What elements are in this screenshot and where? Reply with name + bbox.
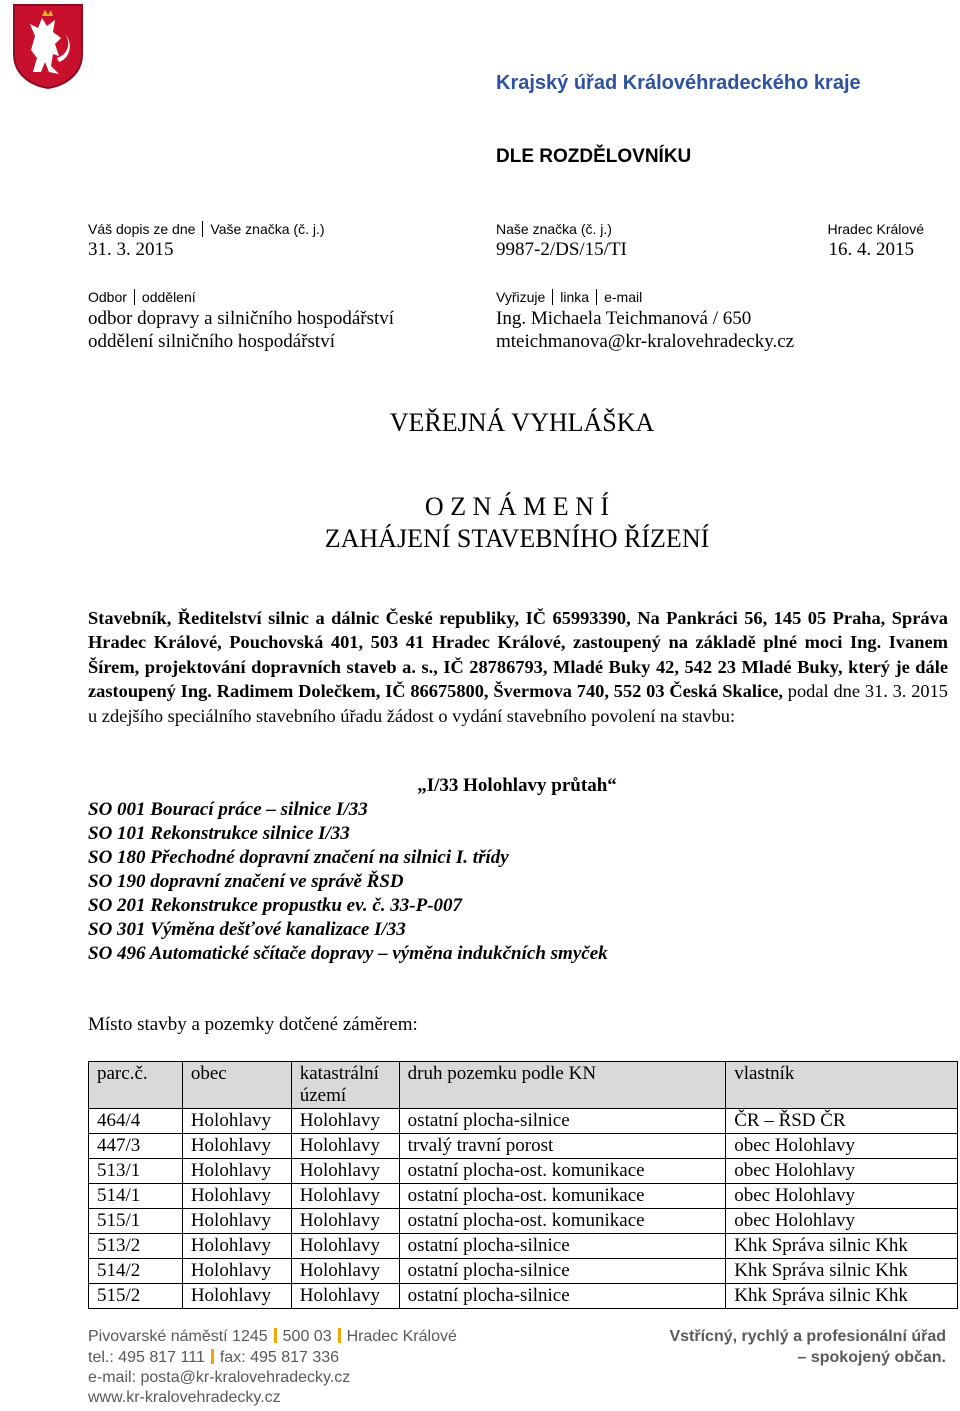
table-row [89,1159,958,1184]
applicant-paragraph [88,606,948,728]
public-notice-title: VEŘEJNÁ VYHLÁŠKA [389,408,655,437]
handler-labels [496,289,642,305]
table-cell: 514/1 [89,1184,183,1209]
footer-separator [211,1349,214,1364]
footer-slogan-line2: – spokojený občan. [797,1349,946,1366]
our-ref-value: 9987-2/DS/15/TI [496,239,627,260]
table-cell: trvalý travní porost [399,1134,726,1159]
table-cell: Holohlavy [182,1109,291,1134]
email-label: e-mail [604,289,643,305]
department-labels [88,289,196,305]
table-cell: Holohlavy [182,1259,291,1284]
so-item: SO 201 Rekonstrukce propustku ev. č. 33-P-007 [88,895,463,916]
phone-label: linka [560,289,590,305]
table-cell: Holohlavy [291,1109,399,1134]
parcels-table [88,1061,958,1309]
date-value: 16. 4. 2015 [828,239,914,260]
so-item: SO 101 Rekonstrukce silnice I/33 [88,823,350,844]
table-cell: ostatní plocha-silnice [399,1259,726,1284]
proceedings-title: ZAHÁJENÍ STAVEBNÍHO ŘÍZENÍ [324,524,710,553]
table-cell: Holohlavy [182,1284,291,1309]
table-cell: ostatní plocha-silnice [399,1234,726,1259]
your-letter-labels [88,221,325,237]
place-label: Hradec Králové [827,221,924,237]
table-cell: ostatní plocha-silnice [399,1284,726,1309]
so-item: SO 301 Výměna dešťové kanalizace I/33 [88,919,406,940]
table-cell: ostatní plocha-ost. komunikace [399,1159,726,1184]
office-name: Krajský úřad Královéhradeckého kraje [496,72,861,94]
footer-fax: fax: 495 817 336 [219,1349,340,1366]
so-item: SO 190 dopravní značení ve správě ŘSD [88,871,404,892]
project-title: „I/33 Holohlavy průtah“ [417,775,617,796]
column-header: vlastník [726,1062,958,1109]
table-cell: ČR – ŘSD ČR [726,1109,958,1134]
column-header: obec [182,1062,291,1109]
so-item: SO 496 Automatické sčítače dopravy – výměna indukčních smyček [88,943,608,964]
footer-web-link[interactable]: www.kr-kralovehradecky.cz [88,1389,281,1406]
section-label: oddělení [141,289,196,305]
footer-city: Hradec Králové [346,1328,457,1345]
table-cell: Holohlavy [182,1159,291,1184]
table-cell: Holohlavy [182,1134,291,1159]
table-cell: ostatní plocha-ost. komunikace [399,1184,726,1209]
table-cell: Holohlavy [182,1209,291,1234]
footer-address [88,1328,457,1346]
table-cell: obec Holohlavy [726,1134,958,1159]
table-cell: Khk Správa silnic Khk [726,1234,958,1259]
distribution-heading: DLE ROZDĚLOVNÍKU [496,146,692,167]
your-letter-label: Váš dopis ze dne [88,221,196,237]
department-label: Odbor [88,289,127,305]
table-row [89,1184,958,1209]
table-row [89,1109,958,1134]
table-cell: Holohlavy [291,1159,399,1184]
table-row [89,1134,958,1159]
table-cell: Holohlavy [291,1209,399,1234]
column-header: parc.č. [89,1062,183,1109]
your-letter-value: 31. 3. 2015 [88,239,174,260]
table-cell: Holohlavy [291,1284,399,1309]
table-cell: 464/4 [89,1109,183,1134]
column-header: katastrální území [291,1062,399,1109]
notice-title: O Z N Á M E N Í [424,492,610,521]
so-item: SO 180 Přechodné dopravní značení na silnici I. třídy [88,847,509,868]
footer-phone: tel.: 495 817 111 [88,1349,205,1366]
table-row [89,1284,958,1309]
applicant-text: Stavebník, Ředitelství silnic a dálnic České republiky, IČ 65993390, Na Pankráci 56, 145 05 Praha, Správa Hradec Králové, Pouchovská 401, 503 41 Hradec Králové, zastoupený na základě plné moci Ing. Ivanem Šírem, projektování dopravních staveb a. s., IČ 28786793, Mladé Buky 42, 542 23 Mladé Buky, který je dále zastoupený Ing. Radimem Dolečkem, IČ 86675800, Švermova 740, 552 03 Česká Skalice, [88,608,948,702]
footer-zip: 500 03 [282,1328,332,1345]
table-cell: 514/2 [89,1259,183,1284]
footer-separator [274,1328,277,1343]
handler-email-link[interactable]: mteichmanova@kr-kralovehradecky.cz [496,331,795,352]
table-header-row [89,1062,958,1109]
footer-email-link[interactable]: e-mail: posta@kr-kralovehradecky.cz [88,1369,351,1386]
handler-value: Ing. Michaela Teichmanová / 650 [496,308,752,329]
table-cell: Holohlavy [291,1234,399,1259]
so-list [88,798,608,966]
table-cell: 447/3 [89,1134,183,1159]
department-value: odbor dopravy a silničního hospodářství [88,308,395,329]
table-row [89,1209,958,1234]
so-item: SO 001 Bourací práce – silnice I/33 [88,799,368,820]
table-cell: obec Holohlavy [726,1209,958,1234]
table-row [89,1234,958,1259]
handler-label: Vyřizuje [496,289,546,305]
section-value: oddělení silničního hospodářství [88,331,335,352]
footer-street: Pivovarské náměstí 1245 [88,1328,268,1345]
footer-separator [338,1328,341,1343]
table-cell: ostatní plocha-ost. komunikace [399,1209,726,1234]
table-row [89,1259,958,1284]
table-cell: Khk Správa silnic Khk [726,1284,958,1309]
site-intro: Místo stavby a pozemky dotčené záměrem: [88,1014,418,1035]
table-cell: Holohlavy [182,1234,291,1259]
table-cell: obec Holohlavy [726,1159,958,1184]
footer-phone-fax [88,1349,339,1367]
footer-slogan-line1: Vstřícný, rychlý a profesionální úřad [669,1328,946,1345]
table-cell: ostatní plocha-silnice [399,1109,726,1134]
table-cell: obec Holohlavy [726,1184,958,1209]
table-cell: Holohlavy [291,1184,399,1209]
our-ref-label: Naše značka (č. j.) [496,221,612,237]
table-cell: 513/2 [89,1234,183,1259]
request-text: podal dne 31. 3. 2015 u zdejšího speciálního stavebního úřadu žádost o vydání stavebního povolení na stavbu: [88,681,948,726]
coat-of-arms-icon [11,2,85,90]
table-cell: Khk Správa silnic Khk [726,1259,958,1284]
table-cell: 515/2 [89,1284,183,1309]
your-ref-label: Vaše značka (č. j.) [210,221,325,237]
table-cell: 513/1 [89,1159,183,1184]
table-cell: 515/1 [89,1209,183,1234]
table-cell: Holohlavy [291,1259,399,1284]
table-cell: Holohlavy [182,1184,291,1209]
column-header: druh pozemku podle KN [399,1062,726,1109]
table-cell: Holohlavy [291,1134,399,1159]
